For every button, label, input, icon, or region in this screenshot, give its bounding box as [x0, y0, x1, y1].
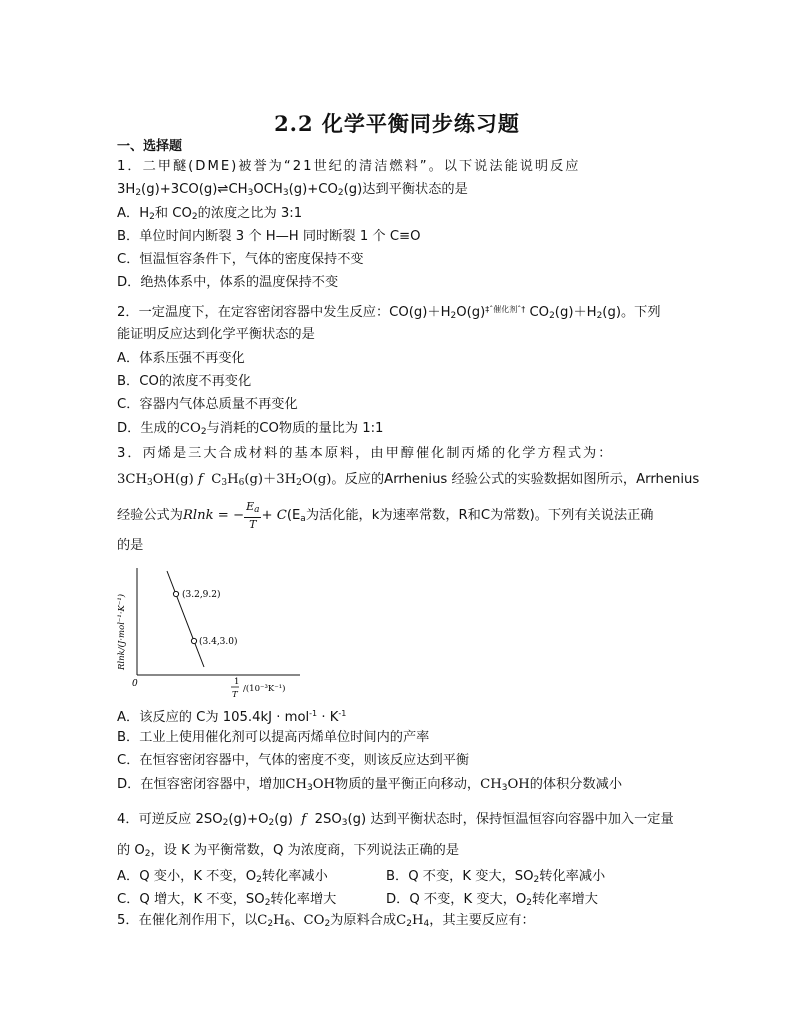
data-point-1-label: (3.2,9.2)	[182, 590, 221, 600]
arrhenius-formula: Rlnk = − $\frac{E_a}{T}$ + C	[182, 500, 287, 531]
x-axis-label-den: T	[232, 690, 238, 700]
page-title: 2.2 化学平衡同步练习题	[274, 111, 520, 136]
data-point-1	[173, 591, 178, 596]
q1-stem-line1: 1．二甲醚(DME)被誉为“21世纪的清洁燃料”。以下说法能说明反应	[117, 159, 581, 174]
q2-option-c[interactable]: C．容器内气体总质量不再变化	[117, 397, 298, 412]
q3-stem-line4: 的是	[117, 538, 144, 553]
q2-option-d[interactable]: D．生成的$CO_2$与消耗的CO物质的量比为 1:1	[117, 421, 384, 437]
q3-option-b[interactable]: B．工业上使用催化剂可以提高丙烯单位时间内的产率	[117, 730, 430, 745]
q3-option-d[interactable]: D．在恒容密闭容器中，增加$CH_3OH$物质的量平衡正向移动，$CH_3OH$的体积分数减小	[117, 777, 623, 793]
q4-stem-line2: 的 $O_2$，设 K 为平衡常数，Q 为浓度商，下列说法正确的是	[117, 843, 460, 859]
data-point-2	[191, 638, 196, 643]
arrhenius-graph	[112, 566, 302, 701]
q4-option-b[interactable]: B．Q 不变，K 变大，$SO_2$转化率减小	[386, 869, 606, 885]
q4-option-c[interactable]: C．Q 增大，K 不变，$SO_2$转化率增大	[117, 892, 337, 908]
q2-option-b[interactable]: B．CO的浓度不再变化	[117, 374, 252, 389]
q3-stem-line1: 3．丙烯是三大合成材料的基本原料，由甲醇催化制丙烯的化学方程式为：	[117, 446, 614, 461]
equilibrium-arrow-icon: ‡ˆ催化剂ˆ†	[485, 305, 526, 314]
q3-equation-line: $3CH_3OH(g)$ f $C_3H_6(g)+3H_2O(g)$。反应的Arrhenius 经验公式的实验数据如图所示，Arrhenius	[117, 472, 700, 488]
q5-stem-line1: 5．在催化剂作用下，以$C_2H_6$、$CO_2$为原料合成$C_2H_4$，其主要反应有：	[117, 913, 535, 929]
data-point-2-label: (3.4,3.0)	[199, 637, 238, 647]
q3-option-a[interactable]: A．该反应的 C为 $105.4kJ \cdot mol^{-1} \cdot K^{-1}$	[117, 709, 347, 725]
q1-option-d[interactable]: D．绝热体系中，体系的温度保持不变	[117, 275, 339, 290]
q1-option-b[interactable]: B．单位时间内断裂 3 个 H—H 同时断裂 1 个 C≡O	[117, 229, 421, 244]
q4-option-a[interactable]: A．Q 变小，K 不变，$O_2$转化率减小	[117, 869, 328, 885]
x-axis-label-num: 1	[234, 677, 240, 687]
y-axis-label: Rlnk/(J·mol⁻¹·K⁻¹)	[117, 593, 127, 670]
q1-stem-line2: $3H_2(g)+3CO(g)\rightleftharpoons CH_3OCH_3(g)+CO_2(g)$达到平衡状态的是	[117, 182, 468, 198]
x-axis-label-unit: /(10⁻³K⁻¹)	[243, 684, 286, 694]
section-heading: 一、选择题	[117, 139, 183, 154]
q2-option-a[interactable]: A．体系压强不再变化	[117, 351, 245, 366]
q3-option-c[interactable]: C．在恒容密闭容器中，气体的密度不变，则该反应达到平衡	[117, 753, 470, 768]
q4-stem-line1: 4．可逆反应 $2SO_2(g)+O_2(g)$ f $2SO_3(g)$ 达到平衡状态时，保持恒温恒容向容器中加入一定量	[117, 812, 674, 828]
data-line	[167, 571, 204, 667]
q4-option-d[interactable]: D．Q 不变，K 变大，$O_2$转化率增大	[386, 892, 598, 908]
q2-stem-line2: 能证明反应达到化学平衡状态的是	[117, 327, 315, 342]
q1-option-a[interactable]: A．$H_2$和 $CO_2$的浓度之比为 3:1	[117, 206, 303, 222]
q1-option-c[interactable]: C．恒温恒容条件下，气体的密度保持不变	[117, 252, 364, 267]
q3-formula-line: 经验公式为Rlnk = − $\frac{E_a}{T}$ + $C(E_a$为活化能，k为速率常数，R和C为常数)。下列有关说法正确	[117, 500, 654, 531]
origin-label: 0	[132, 679, 138, 689]
q2-stem-line1: 2．一定温度下，在定容密闭容器中发生反应：$CO(g)+H_2O(g)^{\ddagger ˆ催化剂ˆ\dagger}$ $CO_2(g)+H_2(g)$。下列	[117, 305, 661, 321]
